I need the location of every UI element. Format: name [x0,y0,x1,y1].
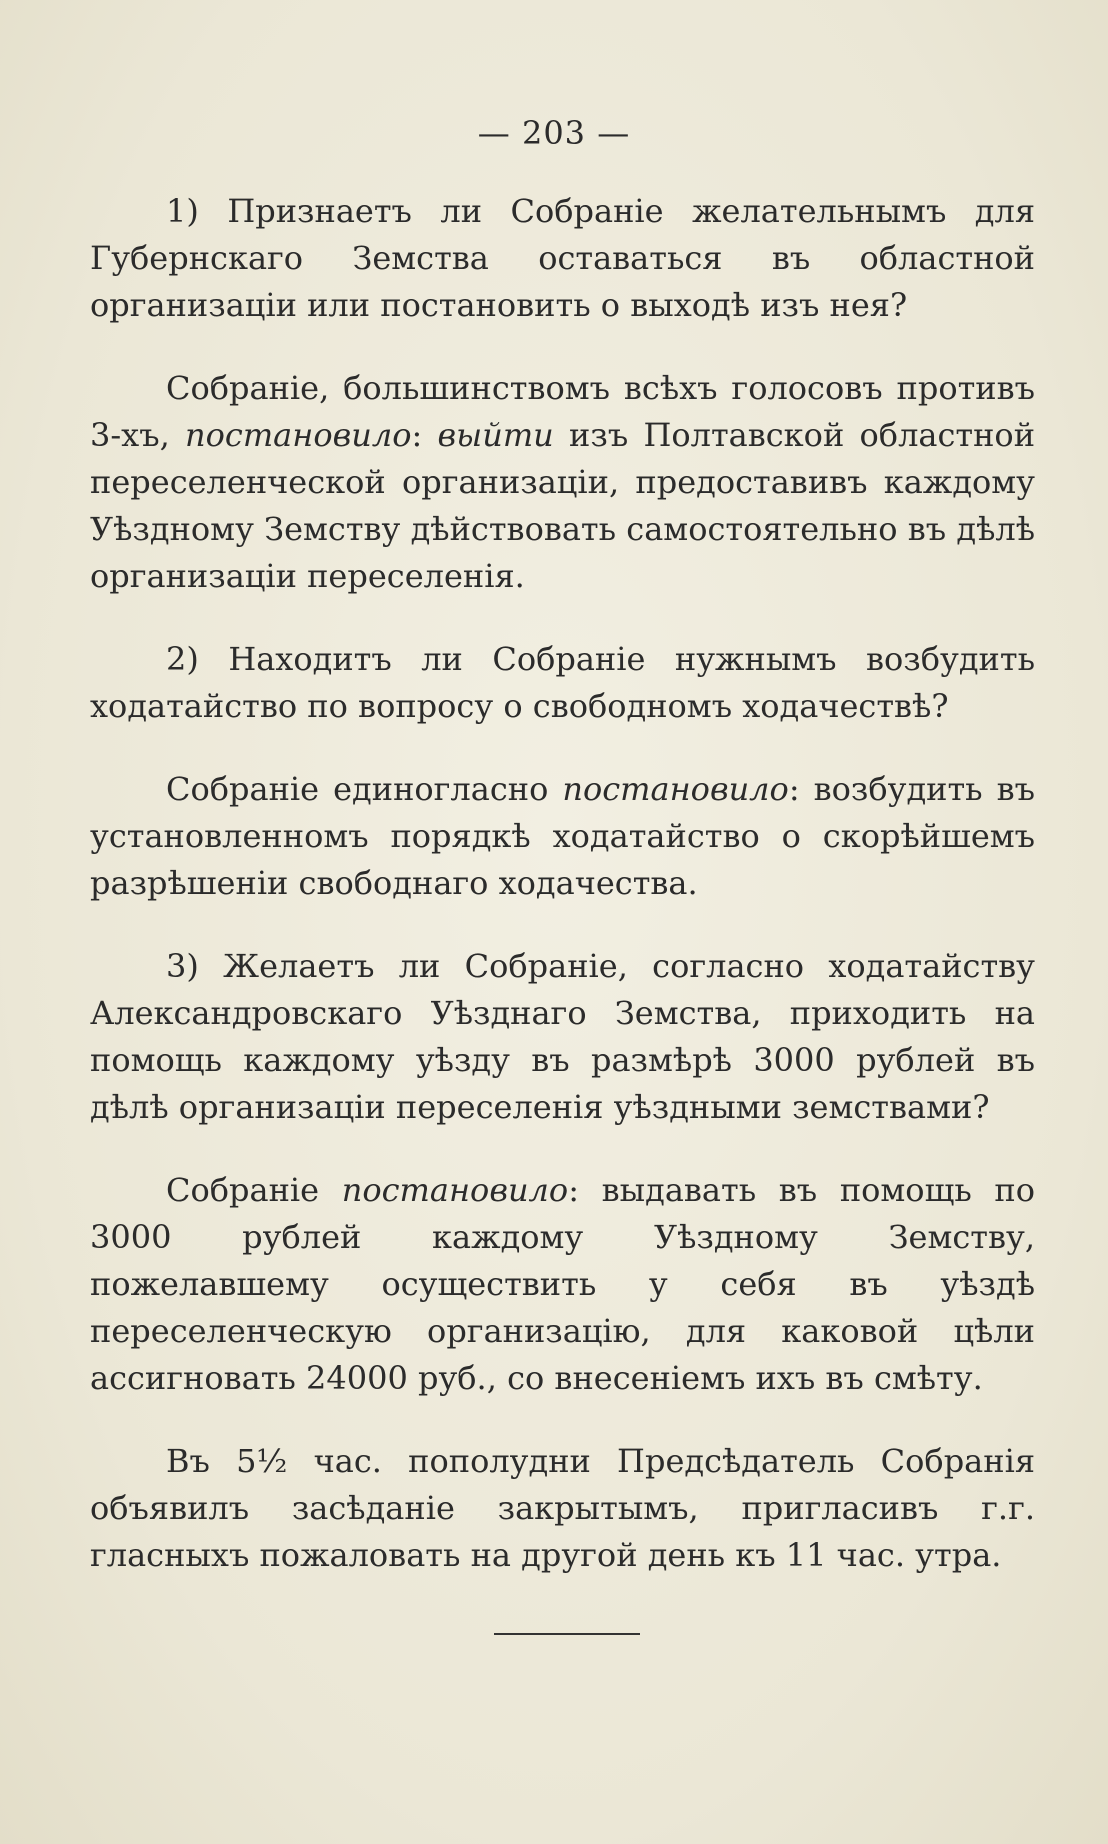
paragraph-text: 3) Желаетъ ли Собраніе, согласно ходатайству Александровскаго Уѣзднаго Земства, приходить на помощь каждому уѣзду въ размѣрѣ 3000 рублей въ дѣлѣ организаціи переселенія уѣздными земствами? [90,947,1035,1126]
paragraph-text: Въ 5½ час. пополудни Предсѣдатель Собранія объявилъ засѣданіе закрытымъ, пригласивъ г.г. гласныхъ пожаловать на другой день къ 11 час. утра. [90,1442,1035,1574]
paragraph-text: изъ Полтавской областной переселенческой организаціи, предоставивъ каждому Уѣздному Земству дѣйствовать самостоятельно въ дѣлѣ организаціи переселенія. [90,416,1036,595]
paragraph-resolution-1 [90,365,1035,600]
paragraph-text: 2) Находитъ ли Собраніе нужнымъ возбудить ходатайство по вопросу о свободномъ ходачествѣ? [90,640,1035,725]
paragraph-text: : выдавать въ помощь по 3000 рублей каждому Уѣздному Земству, пожелавшему осуществить у себя въ уѣздѣ переселенческую организацію, для каковой цѣли ассигновать 24000 руб., со внесеніемъ ихъ въ смѣту. [90,1171,1036,1397]
paragraph-resolution-3 [90,1167,1035,1402]
paragraph-question-2 [90,636,1035,730]
paragraph-text: Собраніе, большинствомъ всѣхъ голосовъ противъ 3-хъ, [90,369,1035,454]
paragraph-text: : [411,416,438,454]
page-body [90,188,1035,1579]
italic-term: постановило [185,416,412,454]
paragraph-closing [90,1438,1035,1579]
paragraph-text: : возбудить въ установленномъ порядкѣ ходатайство о скорѣйшемъ разрѣшеніи свободнаго ходачества. [90,770,1035,902]
paragraph-resolution-2 [90,766,1035,907]
italic-term: выйти [437,416,554,454]
end-divider-line [494,1633,640,1635]
paragraph-text: 1) Признаетъ ли Собраніе желательнымъ для Губернскаго Земства оставаться въ областной организаціи или постановить о выходѣ изъ нея? [90,192,1035,324]
paragraph-text: Собраніе единогласно [166,770,563,808]
paragraph-text: Собраніе [166,1171,342,1209]
page-number: — 203 — [477,114,631,152]
italic-term: постановило [341,1171,569,1209]
paragraph-question-1 [90,188,1035,329]
paragraph-question-3 [90,943,1035,1131]
italic-term: постановило [562,770,789,808]
